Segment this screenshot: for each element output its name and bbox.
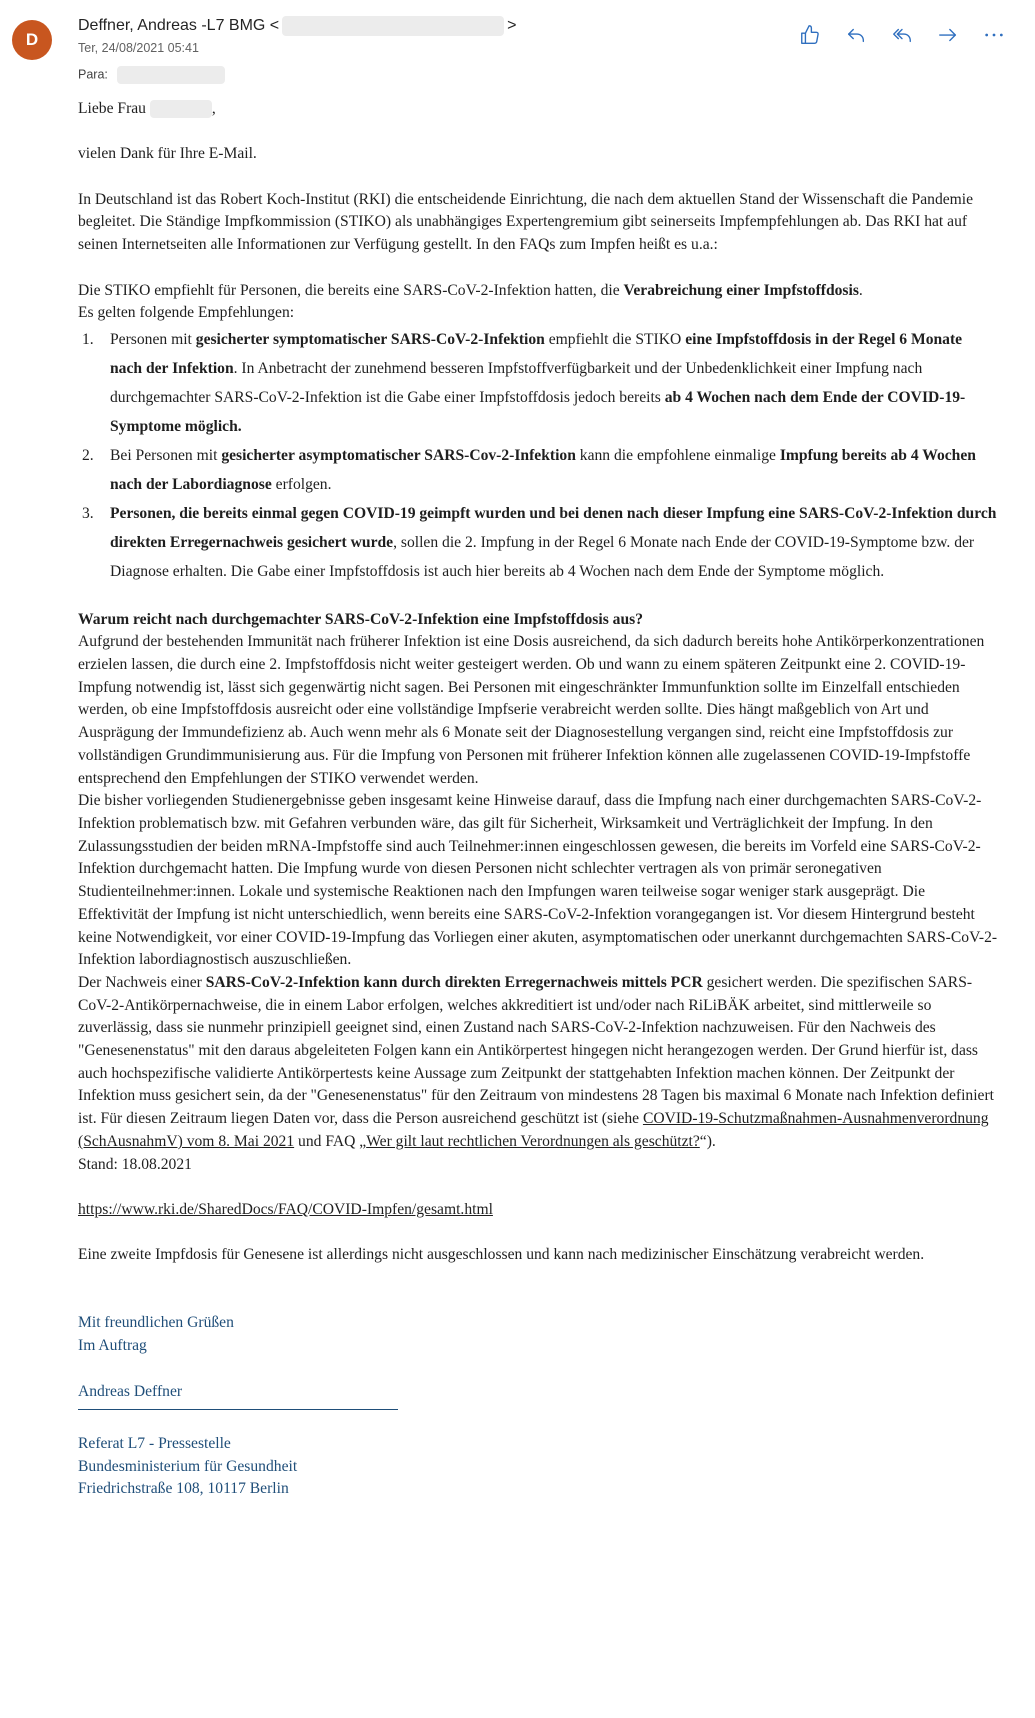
- sender-close: >: [507, 17, 517, 35]
- recipients: [78, 66, 225, 84]
- signature-on-behalf: Im Auftrag: [78, 1337, 147, 1355]
- answer-paragraph-2: Die bisher vorliegenden Studienergebnisse geben insgesamt keine Hinweise darauf, dass die Impfung nach einer durchgemachten SARS-CoV-2-Infektion problematisch bzw. mit Gefahren verbunden wäre, das gilt für Sicherheit, Wirksamkeit und Verträglichkeit der Impfung. In den Zulassungsstudien der beiden mRNA-Impfstoffe sind auch Teilnehmer:innen eingeschlossen gewesen, die bereits im Vorfeld eine SARS-CoV-2-Infektion durchgemacht hatten. Die Impfung wurde von diesen Personen nicht schlechter vertragen als von primär seronegativen Studienteilnehmer:innen. Lokale und systemische Reaktionen nach den Impfungen waren teilweise sogar weniger stark ausgeprägt. Die Effektivität der Impfung ist nicht unterschiedlich, wenn bereits eine SARS-CoV-2-Infektion vorangegangen ist. Vor diesem Hintergrund besteht keine Notwendigkeit, vor einer COVID-19-Impfung das Vorliegen einer akuten, asymptomatischen oder unerkannt durchgemachten SARS-CoV-2-Infektion labordiagnostisch auszuschließen.: [78, 792, 998, 969]
- closing-paragraph: Eine zweite Impfdosis für Genesene ist allerdings nicht ausgeschlossen und kann nach medizinischer Einschätzung verabreicht werden.: [78, 1246, 925, 1264]
- list-item: 2. Bei Personen mit gesicherter asymptomatischer SARS-Cov-2-Infektion kann die empfohlene einmalige Impfung bereits ab 4 Wochen nach der Labordiagnose erfolgen.: [82, 446, 976, 493]
- signature-organization: Bundesministerium für Gesundheit: [78, 1457, 298, 1475]
- forward-icon[interactable]: [935, 22, 961, 48]
- message-actions: [797, 22, 1007, 48]
- signature-greeting: Mit freundlichen Grüßen: [78, 1314, 234, 1332]
- stand-date: Stand: 18.08.2021: [78, 1155, 192, 1173]
- reply-icon[interactable]: [843, 22, 869, 48]
- avatar[interactable]: D: [12, 20, 52, 60]
- signature-name: Andreas Deffner: [78, 1382, 183, 1400]
- message-header: [0, 0, 1035, 92]
- thumbs-up-icon[interactable]: [797, 22, 823, 48]
- faq-link[interactable]: Wer gilt laut rechtlichen Verordnungen als geschützt?: [366, 1132, 700, 1150]
- signature-address: Friedrichstraße 108, 10117 Berlin: [78, 1480, 289, 1498]
- sender[interactable]: [78, 16, 517, 36]
- sent-date: Ter, 24/08/2021 05:41: [78, 41, 199, 55]
- list-item: 1. Personen mit gesicherter symptomatischer SARS-CoV-2-Infektion empfiehlt die STIKO eine Impfstoffdosis in der Regel 6 Monate nach der Infektion. In Anbetracht der zunehmend besseren Impfstoffverfügbarkeit und der Unbedenklichkeit einer Impfung nach durchgemachter SARS-CoV-2-Infektion ist die Gabe einer Impfstoffdosis jedoch bereits ab 4 Wochen nach dem Ende der COVID-19-Symptome möglich.: [82, 330, 966, 435]
- redacted-recipient: [117, 66, 225, 84]
- answer-paragraph-3: Der Nachweis einer SARS-CoV-2-Infektion kann durch direkten Erregernachweis mittels PCR gesichert werden. Die spezifischen SARS-CoV-2-Antikörpernachweise, die in einem Labor erfolgen, welches akkreditiert ist und/oder nach RiLiBÄK arbeitet, sind mittlerweile so zuverlässig, dass sie nunmehr prinzipiell geeignet sind, einen Zustand nach SARS-CoV-2-Infektion nachzuweisen. Für den Nachweis des "Genesenenstatus" mit den daraus abgeleiteten Folgen kann ein Antikörpertest hingegen nicht herangezogen werden. Der Grund hierfür ist, dass auch hochspezifische validierte Antikörpertests keine Aussage zum Zeitpunkt der stattgehabten Infektion machen können. Der Zeitpunkt der Infektion muss gesichert sein, da der "Genesenenstatus" für den Zeitraum von mindestens 28 Tagen bis maximal 6 Monate nach Infektion definiert ist. Für diesen Zeitraum liegen Daten vor, dass die Person ausreichend geschützt ist (siehe COVID-19-Schutzmaßnahmen-Ausnahmenverordnung (SchAusnahmV) vom 8. Mai 2021 und FAQ „Wer gilt laut rechtlichen Verordnungen als geschützt?“).: [78, 973, 994, 1150]
- intro-paragraph: In Deutschland ist das Robert Koch-Institut (RKI) die entscheidende Einrichtung, die nach dem aktuellen Stand der Wissenschaft die Pandemie begleitet. Die Ständige Impfkommission (STIKO) als unabhängiges Expertengremium gibt seinerseits Impfempfehlungen ab. Das RKI hat auf seinen Internetseiten alle Informationen zur Verfügung gestellt. In den FAQs zum Impfen heißt es u.a.:: [78, 190, 974, 254]
- sender-name: Deffner, Andreas -L7 BMG <: [78, 17, 280, 35]
- reply-all-icon[interactable]: [889, 22, 915, 48]
- stiko-paragraph: Die STIKO empfiehlt für Personen, die bereits eine SARS-CoV-2-Infektion hatten, die Verabreichung einer Impfstoffdosis. Es gelten folgende Empfehlungen:: [78, 281, 863, 322]
- thanks-text: vielen Dank für Ihre E-Mail.: [78, 145, 257, 163]
- more-icon[interactable]: [981, 22, 1007, 48]
- redacted-name: [150, 100, 212, 118]
- answer-paragraph-1: Aufgrund der bestehenden Immunität nach früherer Infektion ist eine Dosis ausreichend, da sich dadurch bereits hohe Antikörperkonzentrationen erzielen lassen, die durch eine 2. Impfstoffdosis nicht weiter gesteigert werden. Ob und wann zu einem späteren Zeitpunkt eine 2. COVID-19-Impfung notwendig ist, lässt sich gegenwärtig nicht sagen. Bei Personen mit eingeschränkter Immunfunktion sollte im Einzelfall entschieden werden, ob eine Impfstoffdosis ausreicht oder eine vollständige Impfserie verabreicht werden sollte. Dies hängt maßgeblich von Art und Ausprägung der Immundefizienz ab. Auch wenn mehr als 6 Monate seit der Diagnosestellung vergangen sind, reicht eine Impfstoffdosis zur vollständigen Grundimmunisierung aus. Für die Impfung von Personen mit früherer Infektion können alle zugelassenen COVID-19-Impfstoffe entsprechend den Empfehlungen der STIKO verwendet werden.: [78, 633, 985, 787]
- regulation-link[interactable]: COVID-19-Schutzmaßnahmen-Ausnahmenverordnung (SchAusnahmV) vom 8. Mai 2021: [78, 1110, 989, 1150]
- list-item: 3. Personen, die bereits einmal gegen COVID-19 geimpft wurden und bei denen nach dieser Impfung eine SARS-CoV-2-Infektion durch direkten Erregernachweis gesichert wurde, sollen die 2. Impfung in der Regel 6 Monate nach Ende der COVID-19-Symptome bzw. der Diagnose erhalten. Die Gabe einer Impfstoffdosis ist auch hier bereits ab 4 Wochen nach dem Ende der Symptome möglich.: [82, 504, 997, 580]
- signature-department: Referat L7 - Pressestelle: [78, 1434, 231, 1452]
- message-body: [78, 98, 998, 1501]
- question-heading: Warum reicht nach durchgemachter SARS-CoV-2-Infektion eine Impfstoffdosis aus?: [78, 610, 643, 628]
- recommendation-list: [78, 325, 998, 586]
- to-label: Para:: [78, 67, 108, 82]
- rki-url-link[interactable]: https://www.rki.de/SharedDocs/FAQ/COVID-Impfen/gesamt.html: [78, 1200, 493, 1218]
- greeting: Liebe Frau ,: [78, 100, 216, 117]
- redacted-email: [282, 16, 504, 36]
- signature: [78, 1312, 998, 1501]
